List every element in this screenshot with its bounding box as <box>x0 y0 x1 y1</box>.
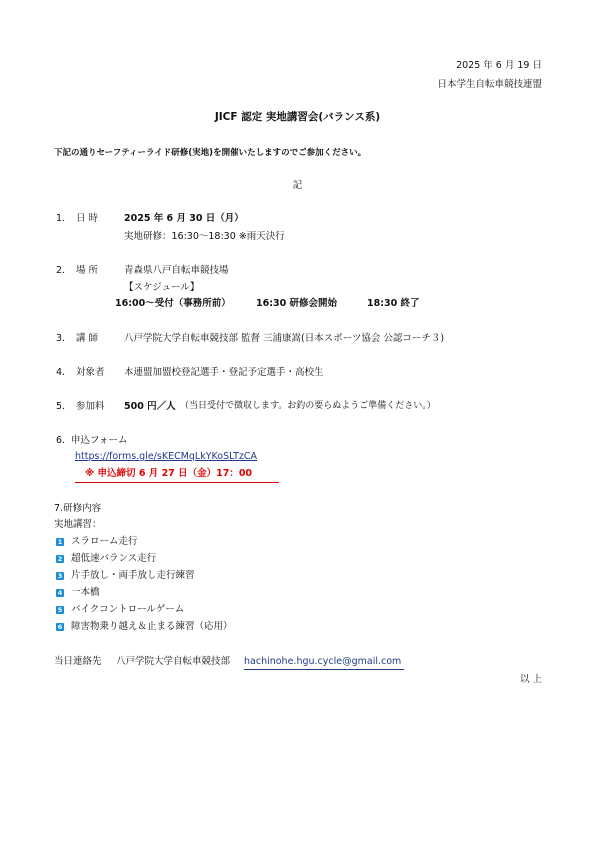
contact-email[interactable]: hachinohe.hgu.cycle@gmail.com <box>244 656 402 667</box>
training-item: バイクコントロールゲーム <box>71 604 185 615</box>
fee-amount: 500 円／人 <box>124 401 176 412</box>
number-badge: 6 <box>57 623 63 631</box>
number-badge: 1 <box>57 538 63 546</box>
ki-label: 記 <box>292 180 303 191</box>
item-5-number: 5． <box>56 401 72 412</box>
number-badge: 5 <box>57 606 63 614</box>
item-3-label: 講 師 <box>76 333 99 344</box>
item-3-number: 3． <box>56 333 72 344</box>
training-item: 一本橋 <box>71 587 100 598</box>
schedule-start: 16:30 研修会開始 <box>256 298 338 309</box>
training-item: 障害物乗り越え＆止まる練習（応用） <box>71 621 233 632</box>
schedule-end: 18:30 終了 <box>367 298 420 309</box>
intro-text: 下記の通りセーフティーライド研修(実地)を開催いたしますのでご参加ください。 <box>54 148 367 158</box>
closing-text: 以 上 <box>519 674 542 685</box>
item-3-value: 八戸学院大学自転車競技部 監督 三浦康嵩(日本スポーツ協会 公認コーチ３) <box>124 333 445 344</box>
email-underline <box>244 669 404 670</box>
item-2-value: 青森県八戸自転車競技場 <box>124 265 229 276</box>
deadline-text: ※ 申込締切 6 月 27 日（金）17：00 <box>85 468 253 479</box>
fee-note: （当日受付で徴収します。お釣の要らぬようご準備ください。） <box>180 401 436 411</box>
schedule-heading: 【スケジュール】 <box>124 282 200 293</box>
item-1-sub: 実地研修：16:30～18:30 ※雨天決行 <box>124 231 285 242</box>
training-heading: 7.研修内容 <box>54 503 102 514</box>
training-item: 超低速バランス走行 <box>71 553 157 564</box>
training-item: 片手放し・両手放し走行練習 <box>71 570 195 581</box>
document-title: JICF 認定 実地講習会(バランス系) <box>214 111 381 123</box>
item-1-number: 1． <box>56 213 72 224</box>
schedule-reception: 16:00～受付（事務所前） <box>115 298 231 309</box>
number-badge: 4 <box>57 589 63 597</box>
item-2-label: 場 所 <box>76 265 99 276</box>
header-organization: 日本学生自転車競技連盟 <box>437 79 542 90</box>
item-6-label: 申込フォーム <box>71 435 128 446</box>
item-4-number: 4． <box>56 367 72 378</box>
contact-label: 当日連絡先 <box>54 656 102 667</box>
item-2-number: 2． <box>56 265 72 276</box>
item-5-label: 参加料 <box>76 401 105 412</box>
item-6-number: 6． <box>56 435 72 446</box>
item-4-value: 本連盟加盟校登記選手・登記予定選手・高校生 <box>124 367 324 378</box>
training-subheading: 実地講習： <box>54 519 102 530</box>
item-1-label: 日 時 <box>76 213 99 224</box>
item-4-label: 対象者 <box>76 367 105 378</box>
deadline-underline <box>75 482 279 483</box>
item-1-value: 2025 年 6 月 30 日（月） <box>124 213 244 224</box>
form-link[interactable]: https://forms.gle/sKECMqLkYKoSLTzCA <box>75 451 258 462</box>
number-badge: 2 <box>57 555 63 563</box>
contact-org: 八戸学院大学自転車競技部 <box>116 656 231 667</box>
number-badge: 3 <box>57 572 63 580</box>
training-item: スラローム走行 <box>71 536 138 547</box>
header-date: 2025 年 6 月 19 日 <box>456 60 542 71</box>
